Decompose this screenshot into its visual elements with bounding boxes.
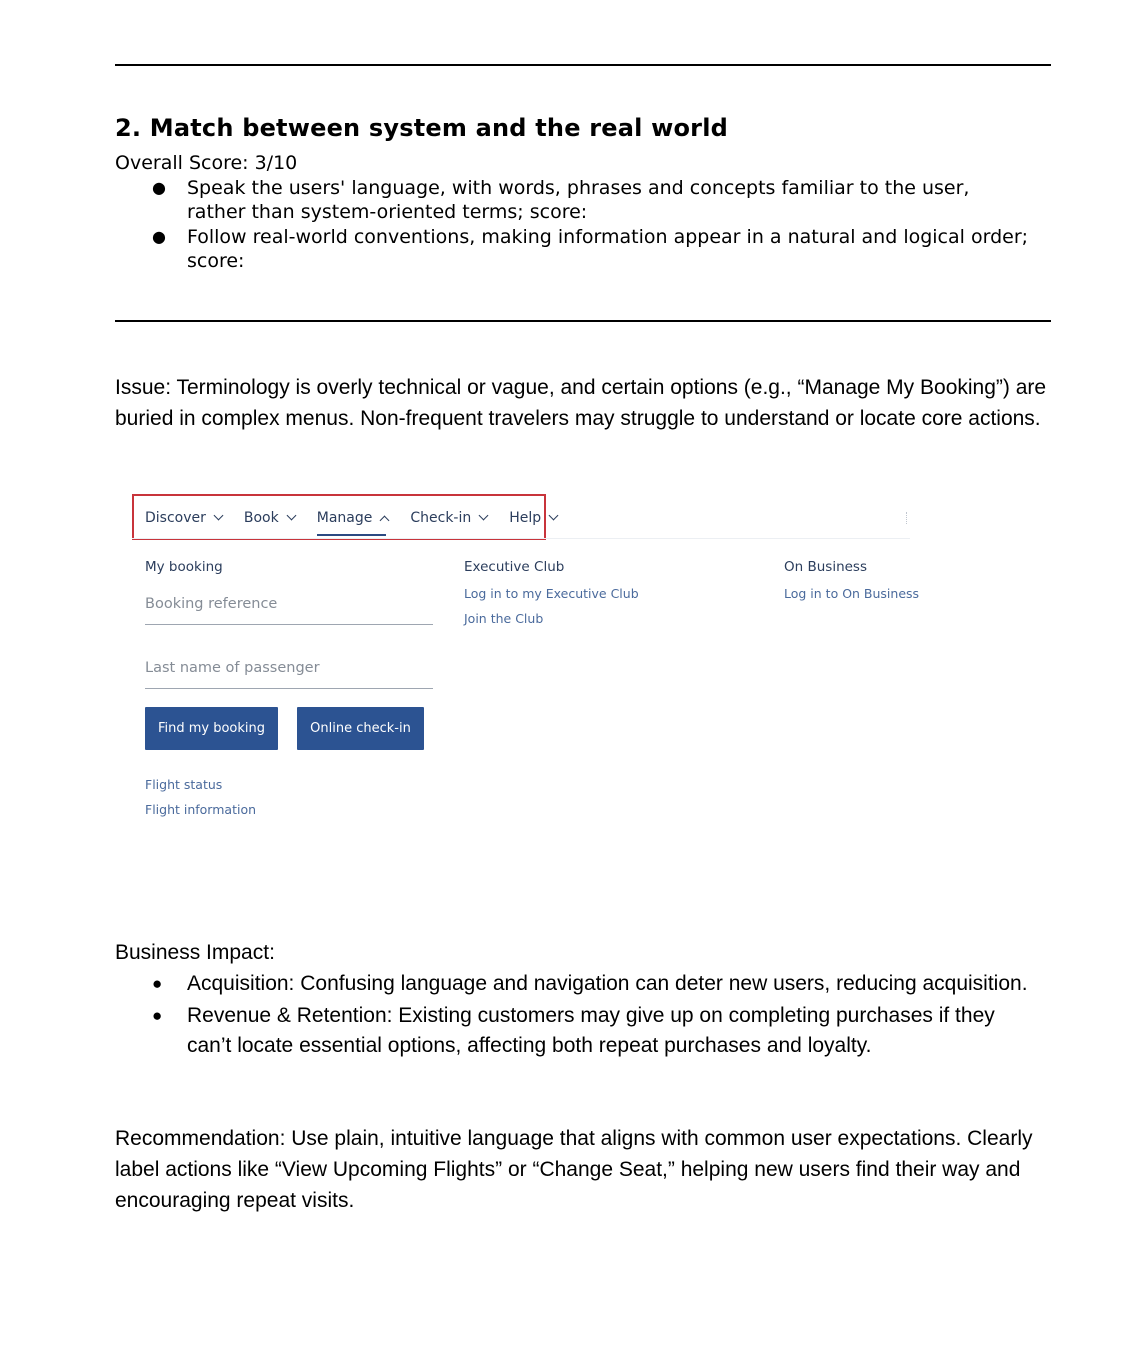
- on-business-login-link[interactable]: Log in to On Business: [784, 586, 920, 601]
- criteria-item: ● Speak the users' language, with words, phrases and concepts familiar to the user, rather than system-oriented terms; score:: [152, 177, 970, 223]
- nav-check-in[interactable]: Check-in: [410, 510, 487, 526]
- impact-list: [115, 969, 1051, 1062]
- manage-menu-screenshot: [130, 490, 920, 830]
- executive-club-login-link[interactable]: Log in to my Executive Club: [464, 586, 639, 601]
- booking-reference-input[interactable]: Booking reference: [145, 596, 433, 625]
- flight-information-link[interactable]: Flight information: [145, 802, 257, 817]
- section-heading: 2. Match between system and the real world: [115, 114, 729, 142]
- nav-book[interactable]: Book: [244, 510, 295, 526]
- nav-discover[interactable]: Discover: [145, 510, 222, 526]
- on-business-heading: On Business: [784, 559, 868, 575]
- bullet-icon: ●: [152, 178, 166, 197]
- nav-help[interactable]: Help: [509, 510, 557, 526]
- more-icon: [906, 512, 908, 524]
- chevron-down-icon: [479, 511, 489, 521]
- nav-manage[interactable]: Manage: [317, 510, 389, 526]
- bullet-icon: ●: [152, 1006, 163, 1025]
- issue-paragraph: Issue: Terminology is overly technical or vague, and certain options (e.g., “Manage My Booking”) are buried in complex menus. Non-frequent travelers may struggle to understand or locate core actions.: [115, 376, 1047, 430]
- nav-divider: [132, 538, 910, 539]
- last-name-input[interactable]: Last name of passenger: [145, 660, 433, 689]
- top-divider: [115, 64, 1051, 66]
- impact-item: ● Revenue & Retention: Existing customers may give up on completing purchases if they can’t locate essential options, affecting both repeat purchases and loyalty.: [115, 1001, 1051, 1061]
- overall-score: Overall Score: 3/10: [115, 152, 298, 174]
- executive-club-heading: Executive Club: [464, 559, 565, 575]
- criteria-list: [115, 176, 1051, 274]
- join-club-link[interactable]: Join the Club: [464, 611, 544, 626]
- bullet-icon: ●: [152, 227, 166, 246]
- main-nav: [145, 510, 579, 526]
- active-underline: [317, 534, 387, 536]
- criteria-item: ● Follow real-world conventions, making information appear in a natural and logical order; score:: [152, 226, 1029, 272]
- chevron-down-icon: [549, 511, 559, 521]
- bullet-icon: ●: [152, 974, 163, 993]
- my-booking-heading: My booking: [145, 559, 223, 575]
- section-divider: [115, 320, 1051, 322]
- impact-item: ● Acquisition: Confusing language and navigation can deter new users, reducing acquisition.: [115, 969, 1051, 999]
- recommendation-paragraph: Recommendation: Use plain, intuitive language that aligns with common user expectations. Clearly label actions like “View Upcoming Flights” or “Change Seat,” helping new users find their way and encouraging repeat visits.: [115, 1127, 1033, 1212]
- chevron-down-icon: [286, 511, 296, 521]
- chevron-up-icon: [380, 515, 390, 525]
- chevron-down-icon: [213, 511, 223, 521]
- find-my-booking-button[interactable]: Find my booking: [145, 707, 278, 750]
- online-check-in-button[interactable]: Online check-in: [297, 707, 424, 750]
- business-impact-heading: Business Impact:: [115, 941, 275, 964]
- flight-status-link[interactable]: Flight status: [145, 777, 223, 792]
